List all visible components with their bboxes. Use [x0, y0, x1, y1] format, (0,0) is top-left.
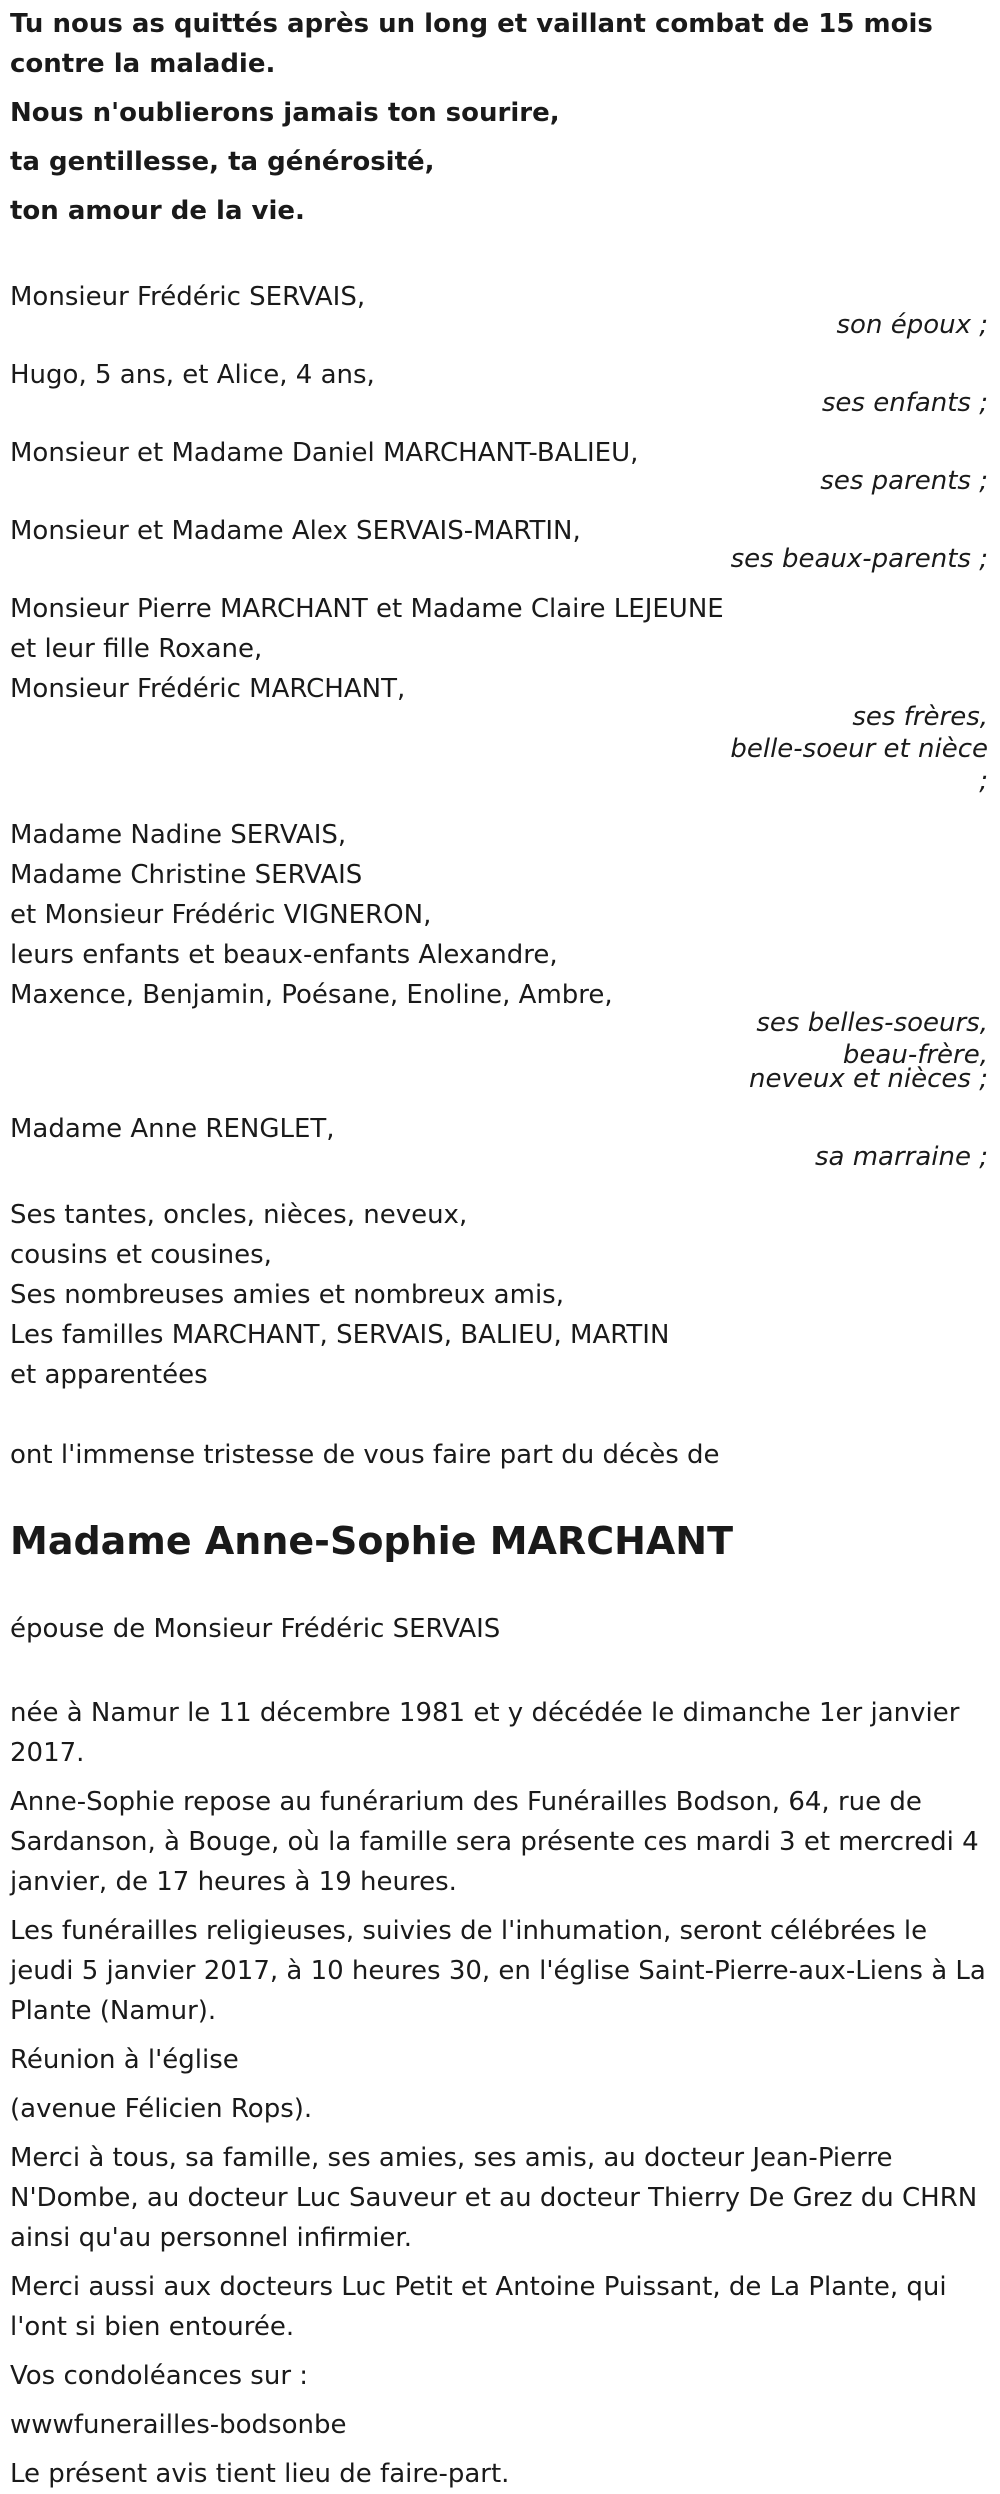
- body-paragraph: (avenue Félicien Rops).: [10, 2094, 313, 2124]
- family-entry: [10, 589, 988, 797]
- family-entry: [10, 511, 988, 575]
- family-names: Hugo, 5 ans, et Alice, 4 ans,: [10, 360, 375, 390]
- extended-line: Ses nombreuses amies et nombreux amis,: [10, 1280, 564, 1310]
- intro-line: ton amour de la vie.: [10, 196, 305, 226]
- family-role: ses enfants ;: [821, 388, 988, 418]
- family-role: sa marraine ;: [814, 1142, 988, 1172]
- body-paragraph: Merci aussi aux docteurs Luc Petit et Antoine Puissant, de La Plante, qui l'ont si bien entourée.: [10, 2272, 947, 2342]
- family-role: ;: [979, 766, 988, 796]
- body-paragraph: Anne-Sophie repose au funérarium des Funérailles Bodson, 64, rue de Sardanson, à Bouge, où la famille sera présente ces mardi 3 et mercredi 4 janvier, de 17 heures à 19 heures.: [10, 1787, 979, 1897]
- family-names: et leur fille Roxane,: [10, 634, 263, 664]
- family-role: ses parents ;: [820, 466, 988, 496]
- family-entry: [10, 1109, 988, 1173]
- body-paragraph: Le présent avis tient lieu de faire-part.: [10, 2459, 510, 2489]
- family-names: Monsieur Frédéric SERVAIS,: [10, 282, 366, 312]
- family-entry: [10, 355, 988, 419]
- body-paragraph: née à Namur le 11 décembre 1981 et y décédée le dimanche 1er janvier 2017.: [10, 1698, 960, 1768]
- family-names: Monsieur Pierre MARCHANT et Madame Claire LEJEUNE: [10, 594, 724, 624]
- extended-family: [10, 1195, 988, 1395]
- body-paragraph: Merci à tous, sa famille, ses amies, ses amis, au docteur Jean-Pierre N'Dombe, au docteur Luc Sauveur et au docteur Thierry De Grez du CHRN ainsi qu'au personnel infirmier.: [10, 2143, 978, 2253]
- extended-line: et apparentées: [10, 1360, 208, 1390]
- family-names: et Monsieur Frédéric VIGNERON,: [10, 900, 432, 930]
- spouse-line: épouse de Monsieur Frédéric SERVAIS: [10, 1614, 501, 1644]
- family-names: leurs enfants et beaux-enfants Alexandre,: [10, 940, 558, 970]
- family-names: Monsieur et Madame Alex SERVAIS-MARTIN,: [10, 516, 581, 546]
- family-names: Monsieur Frédéric MARCHANT,: [10, 674, 406, 704]
- condolences-address: wwwfunerailles-bodsonbe: [10, 2410, 347, 2440]
- intro-tribute: [10, 4, 988, 231]
- family-role: son époux ;: [836, 310, 988, 340]
- body-paragraph: Les funérailles religieuses, suivies de l'inhumation, seront célébrées le jeudi 5 janvier 2017, à 10 heures 30, en l'église Saint-Pierre-aux-Liens à La Plante (Namur).: [10, 1916, 986, 2026]
- family-role: ses belles-soeurs,: [756, 1008, 988, 1038]
- obituary-notice: [0, 4, 1000, 2494]
- intro-line: ta gentillesse, ta générosité,: [10, 147, 435, 177]
- family-list: [10, 277, 988, 1173]
- extended-line: Les familles MARCHANT, SERVAIS, BALIEU, MARTIN: [10, 1320, 670, 1350]
- family-entry: [10, 277, 988, 341]
- announcement-line: ont l'immense tristesse de vous faire part du décès de: [10, 1440, 720, 1470]
- family-role: beau-frère,: [842, 1040, 988, 1070]
- family-names: Madame Anne RENGLET,: [10, 1114, 335, 1144]
- extended-line: Ses tantes, oncles, nièces, neveux,: [10, 1200, 468, 1230]
- family-role: ses frères,: [852, 702, 988, 732]
- intro-line: Tu nous as quittés après un long et vaillant combat de 15 mois contre la maladie.: [10, 9, 933, 79]
- intro-line: Nous n'oublierons jamais ton sourire,: [10, 98, 560, 128]
- family-names: Maxence, Benjamin, Poésane, Enoline, Ambre,: [10, 980, 613, 1010]
- family-role: ses beaux-parents ;: [730, 544, 988, 574]
- family-names: Madame Christine SERVAIS: [10, 860, 363, 890]
- body-paragraph: Vos condoléances sur :: [10, 2361, 309, 2391]
- body-paragraph: Réunion à l'église: [10, 2045, 239, 2075]
- family-names: Monsieur et Madame Daniel MARCHANT-BALIEU,: [10, 438, 639, 468]
- deceased-name: Madame Anne-Sophie MARCHANT: [10, 1519, 734, 1563]
- family-role: belle-soeur et nièce: [730, 734, 988, 764]
- family-names: Madame Nadine SERVAIS,: [10, 820, 347, 850]
- family-entry: [10, 433, 988, 497]
- extended-line: cousins et cousines,: [10, 1240, 272, 1270]
- family-role: neveux et nièces ;: [748, 1064, 988, 1094]
- notice-body: [10, 1693, 988, 2494]
- family-entry: [10, 815, 988, 1095]
